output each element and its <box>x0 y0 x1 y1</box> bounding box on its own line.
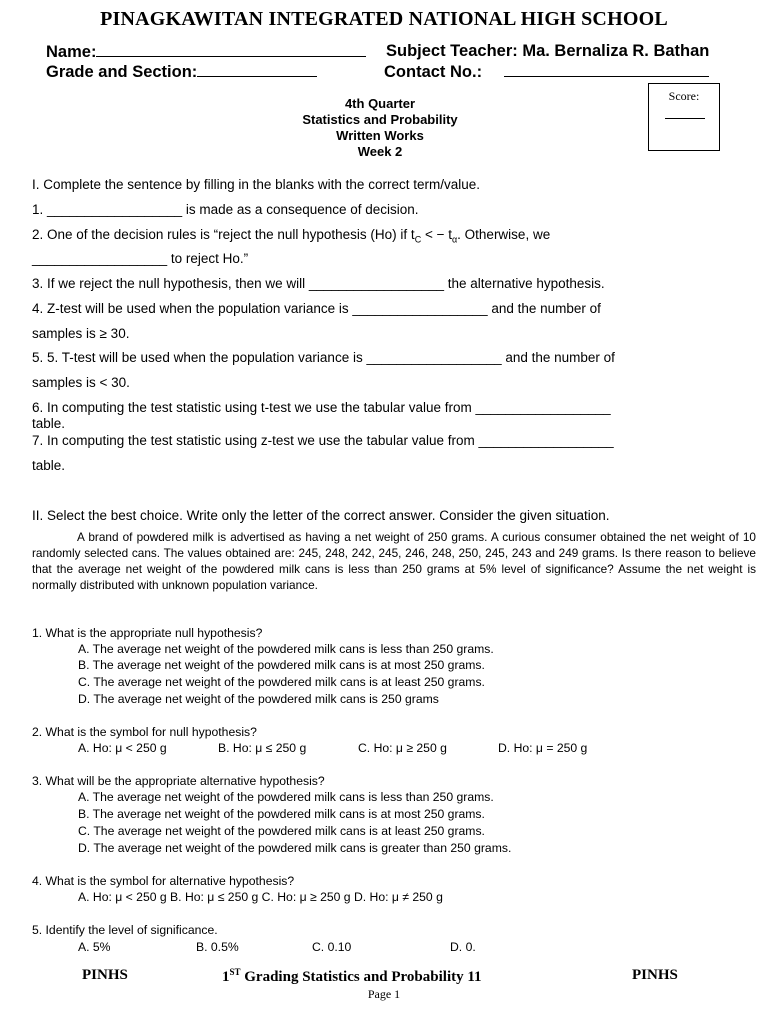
q1-choice-d: D. The average net weight of the powdered milk cans is 250 grams <box>78 692 439 706</box>
footer-grading-number: 1 <box>222 969 230 985</box>
q1-choice-c: C. The average net weight of the powdered milk cans is at least 250 grams. <box>78 675 485 689</box>
part1-q6-cont: table. <box>32 416 66 431</box>
q3-choice-d: D. The average net weight of the powdered milk cans is greater than 250 grams. <box>78 841 512 855</box>
footer-grading-title: Grading Statistics and Probability 11 <box>240 969 482 985</box>
score-line <box>665 118 705 119</box>
subscript-c: C <box>414 234 422 245</box>
part1-instruction: I. Complete the sentence by filling in the blanks with the correct term/value. <box>32 177 480 192</box>
part1-q7-cont: table. <box>32 458 66 473</box>
subject-title: Statistics and Probability <box>302 112 458 127</box>
q3-choice-c: C. The average net weight of the powdered milk cans is at least 250 grams. <box>78 824 485 838</box>
school-name: PINAGKAWITAN INTEGRATED NATIONAL HIGH SCHOOL <box>100 8 668 30</box>
q5-choice-d: D. 0. <box>450 940 476 954</box>
contact-field <box>384 62 709 82</box>
grade-field <box>46 62 317 82</box>
part2-q1: 1. What is the appropriate null hypothesis? <box>32 626 263 640</box>
score-box <box>648 83 720 151</box>
part1-q4: 4. Z-test will be used when the population variance is __________________ and the number of <box>32 301 601 316</box>
grade-blank <box>197 62 317 77</box>
part1-q4-cont: samples is ≥ 30. <box>32 326 130 341</box>
q2-choice-b: B. Ho: μ ≤ 250 g <box>218 741 307 755</box>
part1-q3: 3. If we reject the null hypothesis, then we will __________________ the alternative hypothesis. <box>32 276 605 291</box>
part2-q4: 4. What is the symbol for alternative hypothesis? <box>32 874 295 888</box>
teacher-label: Subject Teacher: Ma. Bernaliza R. Bathan <box>386 42 710 60</box>
works-title: Written Works <box>336 128 424 143</box>
name-blank <box>96 42 366 57</box>
contact-label: Contact No.: <box>384 63 483 81</box>
q2-choice-c: C. Ho: μ ≥ 250 g <box>358 741 447 755</box>
part1-q2 <box>32 227 550 245</box>
page-number: Page 1 <box>367 987 401 1001</box>
q5-choice-a: A. 5% <box>78 940 111 954</box>
footer-right: PINHS <box>632 967 678 983</box>
q1-choice-a: A. The average net weight of the powdered milk cans is less than 250 grams. <box>78 642 494 656</box>
q2-choice-a: A. Ho: μ < 250 g <box>78 741 167 755</box>
q3-choice-b: B. The average net weight of the powdered milk cans is at most 250 grams. <box>78 807 485 821</box>
contact-blank <box>504 62 709 77</box>
footer-center <box>222 967 482 986</box>
part2-q2: 2. What is the symbol for null hypothesis? <box>32 725 257 739</box>
q3-choice-a: A. The average net weight of the powdered milk cans is less than 250 grams. <box>78 790 494 804</box>
footer-left: PINHS <box>82 967 128 983</box>
q2-choice-d: D. Ho: μ = 250 g <box>498 741 588 755</box>
part1-q1: 1. __________________ is made as a consequence of decision. <box>32 202 419 217</box>
situation-paragraph: A brand of powdered milk is advertised as having a net weight of 250 grams. A curious consumer obtained the net weight of 10 randomly selected cans. The values obtained are: 245, 248, 242, 245, 246, 248, 250, 245, 243 and 249 grams. Is there reason to believe that the average net weight of the powdered milk cans is less than 250 grams at 5% level of significance? Assume the net weight is normally distributed with unknown population variance. <box>32 530 756 592</box>
part1-q7: 7. In computing the test statistic using z-test we use the tabular value from __________________ <box>32 433 614 448</box>
part1-q2-cont: __________________ to reject Ho.” <box>32 251 249 266</box>
q1-choice-b: B. The average net weight of the powdered milk cans is at most 250 grams. <box>78 658 485 672</box>
grade-label: Grade and Section: <box>46 63 198 81</box>
q4-choices: A. Ho: μ < 250 g B. Ho: μ ≤ 250 g C. Ho: μ ≥ 250 g D. Ho: μ ≠ 250 g <box>78 890 443 904</box>
part1-q6: 6. In computing the test statistic using t-test we use the tabular value from __________________ <box>32 400 611 415</box>
part2-instruction: II. Select the best choice. Write only the letter of the correct answer. Consider the given situation. <box>32 508 610 523</box>
q5-choice-c: C. 0.10 <box>312 940 352 954</box>
footer-grading-suffix: ST <box>229 967 241 977</box>
part2-q3: 3. What will be the appropriate alternative hypothesis? <box>32 774 325 788</box>
part1-q5-cont: samples is < 30. <box>32 375 130 390</box>
quarter-title: 4th Quarter <box>344 96 416 111</box>
score-label: Score: <box>668 89 700 103</box>
part1-q5: 5. 5. T-test will be used when the population variance is __________________ and the number of <box>32 350 615 365</box>
q5-choice-b: B. 0.5% <box>196 940 239 954</box>
part2-q5: 5. Identify the level of significance. <box>32 923 218 937</box>
part1-q2-end: . Otherwise, we <box>457 227 551 242</box>
name-label: Name: <box>46 43 97 61</box>
name-field <box>46 42 366 62</box>
subscript-alpha: α <box>451 234 458 245</box>
part1-q2-text: 2. One of the decision rules is “reject the null hypothesis (Ho) if t <box>32 227 415 242</box>
part1-q2-mid: < − t <box>421 227 452 242</box>
week-title: Week 2 <box>357 144 403 159</box>
